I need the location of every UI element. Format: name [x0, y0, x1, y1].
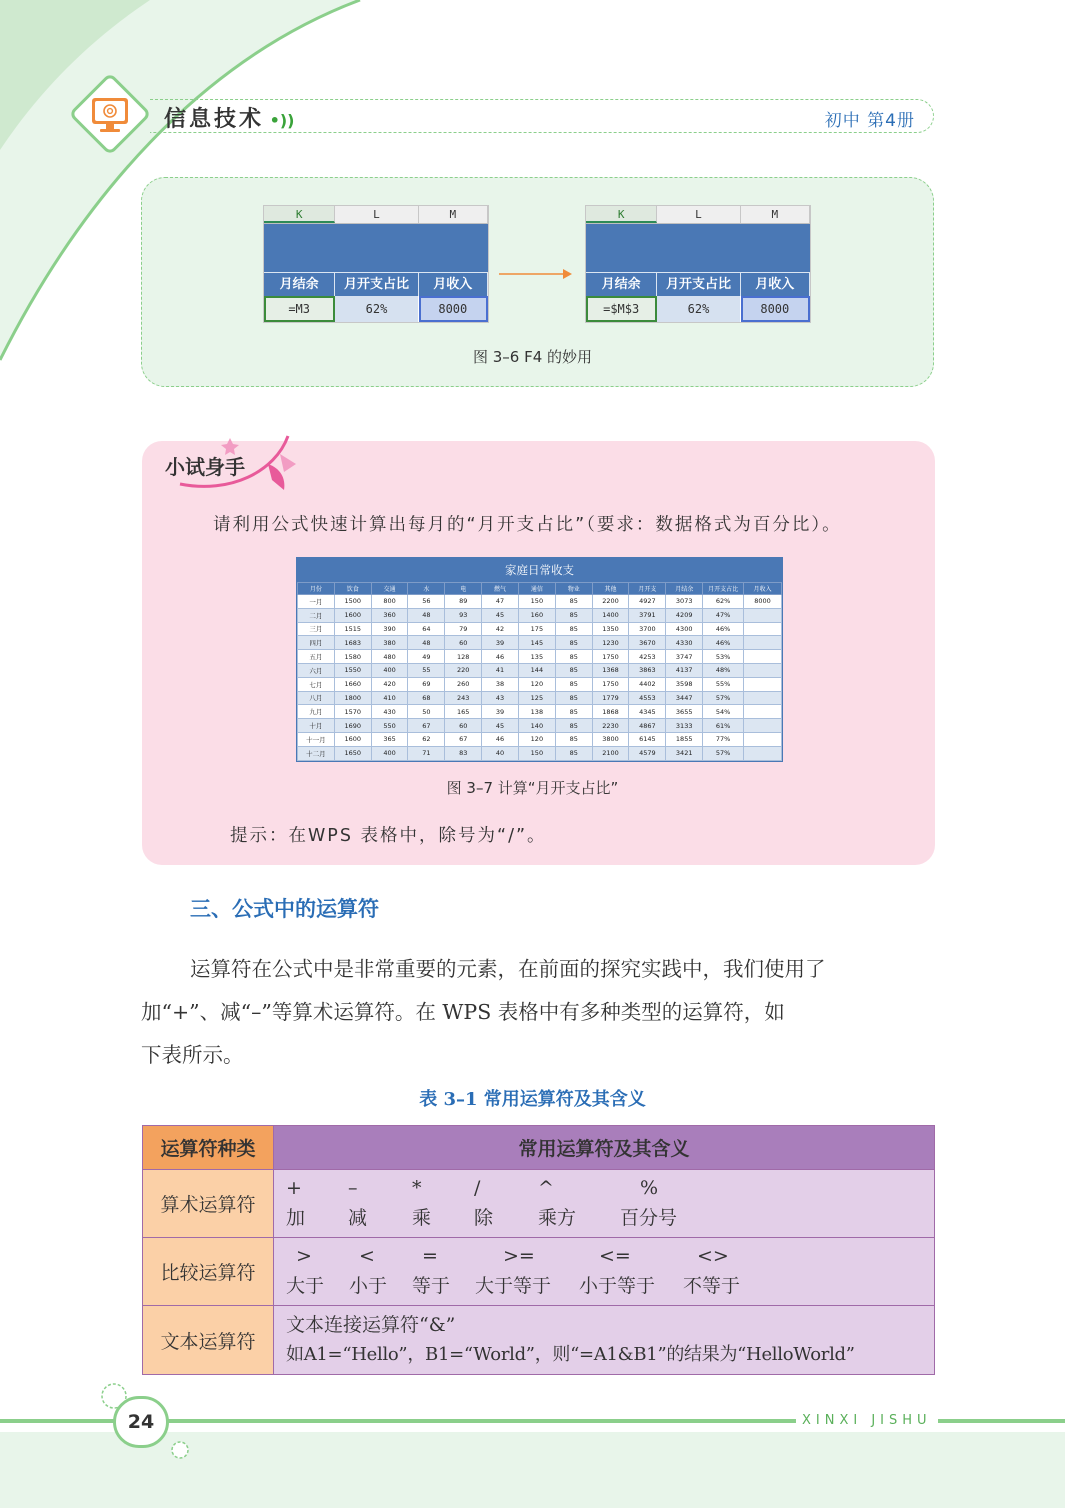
table-cell[interactable]: 390 — [371, 622, 408, 636]
table-cell[interactable]: 120 — [518, 732, 555, 746]
op-name: 加 — [286, 1207, 306, 1229]
table-cell[interactable]: 3447 — [666, 691, 703, 705]
table-cell[interactable]: 1515 — [334, 622, 371, 636]
table-cell[interactable] — [744, 732, 782, 746]
table-cell[interactable]: 800 — [371, 595, 408, 609]
table-cell[interactable]: 1683 — [334, 636, 371, 650]
header-cell: 水 — [408, 583, 445, 595]
table-row — [298, 650, 782, 664]
table-cell[interactable] — [744, 719, 782, 733]
table-cell[interactable]: 1855 — [666, 732, 703, 746]
table-cell[interactable]: 4927 — [629, 595, 666, 609]
op-name: 小于 — [349, 1275, 388, 1297]
table-cell[interactable]: 55% — [703, 677, 744, 691]
table-cell[interactable]: 67 — [445, 732, 482, 746]
op-name: 除 — [474, 1207, 494, 1229]
table-cell[interactable]: 400 — [371, 746, 408, 760]
table-cell[interactable]: 6145 — [629, 732, 666, 746]
table-cell[interactable] — [744, 636, 782, 650]
table-cell[interactable]: 61% — [703, 719, 744, 733]
table-row — [298, 719, 782, 733]
table-cell[interactable]: 1650 — [334, 746, 371, 760]
table-cell[interactable]: 1779 — [592, 691, 629, 705]
op-name: 减 — [348, 1207, 368, 1229]
col-header-k: K — [586, 206, 657, 223]
table-cell[interactable]: 85 — [555, 677, 592, 691]
col-header-l: L — [657, 206, 740, 223]
table-cell[interactable]: 77% — [703, 732, 744, 746]
op-symbol: % — [640, 1177, 659, 1199]
table-cell[interactable]: 1600 — [334, 732, 371, 746]
table-cell[interactable]: 145 — [518, 636, 555, 650]
table-cell[interactable]: 83 — [445, 746, 482, 760]
table-cell[interactable]: 365 — [371, 732, 408, 746]
table-cell[interactable]: 三月 — [298, 622, 335, 636]
table-cell[interactable]: 47% — [703, 608, 744, 622]
table-cell[interactable]: 85 — [555, 650, 592, 664]
table-cell[interactable]: 150 — [518, 746, 555, 760]
op-symbol: + — [286, 1177, 302, 1199]
header-cell: 月开支 — [629, 583, 666, 595]
table-cell[interactable]: 40 — [482, 746, 519, 760]
text-op-line-1: 文本连接运算符“&” — [286, 1314, 456, 1336]
table-cell[interactable]: 89 — [445, 595, 482, 609]
table-cell[interactable]: 八月 — [298, 691, 335, 705]
table-cell[interactable]: 79 — [445, 622, 482, 636]
table-cell[interactable]: 六月 — [298, 663, 335, 677]
table-cell[interactable]: 120 — [518, 677, 555, 691]
table-cell[interactable]: 85 — [555, 732, 592, 746]
table-cell[interactable]: 3700 — [629, 622, 666, 636]
paragraph-line-1: 运算符在公式中是非常重要的元素，在前面的探究实践中，我们使用了 — [190, 957, 826, 981]
table-cell[interactable]: 3747 — [666, 650, 703, 664]
table-cell[interactable]: 85 — [555, 595, 592, 609]
paragraph-line-2: 加“+”、减“–”等算术运算符。在 WPS 表格中有多种类型的运算符，如 — [141, 1000, 785, 1024]
header-cell: 饮食 — [334, 583, 371, 595]
table-cell[interactable]: 48% — [703, 663, 744, 677]
sheet-before — [263, 205, 489, 323]
figure-3-7-caption: 图 3–7 计算“月开支占比” — [446, 779, 619, 797]
table-cell[interactable]: 3655 — [666, 705, 703, 719]
table-row — [298, 663, 782, 677]
table-cell[interactable]: 8000 — [744, 595, 782, 609]
table-cell[interactable]: 3598 — [666, 677, 703, 691]
table-cell[interactable]: 380 — [371, 636, 408, 650]
table-row — [298, 705, 782, 719]
table-cell[interactable]: 1500 — [334, 595, 371, 609]
grade-label: 初中 第4册 — [824, 111, 915, 131]
table-cell[interactable]: 十二月 — [298, 746, 335, 760]
op-name: 大于等于 — [475, 1275, 552, 1297]
table-cell[interactable]: 38 — [482, 677, 519, 691]
op-name: 乘 — [412, 1207, 432, 1229]
table-cell[interactable]: 1230 — [592, 636, 629, 650]
table-cell[interactable]: 3421 — [666, 746, 703, 760]
table-cell[interactable]: 46% — [703, 636, 744, 650]
section-heading: 三、公式中的运算符 — [190, 896, 379, 921]
table-cell[interactable]: 57% — [703, 691, 744, 705]
op-name: 等于 — [412, 1275, 451, 1297]
header-cell: 交通 — [371, 583, 408, 595]
table-cell[interactable]: 85 — [555, 622, 592, 636]
table-cell[interactable]: 1570 — [334, 705, 371, 719]
table-cell[interactable]: 140 — [518, 719, 555, 733]
header-cell: 通信 — [518, 583, 555, 595]
table-cell[interactable]: 48 — [408, 636, 445, 650]
table-cell[interactable]: 60 — [445, 636, 482, 650]
footer-brand: XINXI JISHU — [796, 1412, 938, 1430]
table-cell[interactable]: 150 — [518, 595, 555, 609]
header-cell: 电 — [445, 583, 482, 595]
col-header-m: M — [419, 206, 488, 223]
table-cell[interactable]: 二月 — [298, 608, 335, 622]
expense-table — [296, 557, 783, 762]
practice-text: 请利用公式快速计算出每月的“月开支占比”（要求：数据格式为百分比）。 — [213, 515, 842, 535]
table-cell[interactable]: 3863 — [629, 663, 666, 677]
table-cell[interactable]: 48 — [408, 608, 445, 622]
table-cell[interactable]: 3800 — [592, 732, 629, 746]
header-cell: 其他 — [592, 583, 629, 595]
table-cell[interactable]: 4579 — [629, 746, 666, 760]
table-cell[interactable]: 67 — [408, 719, 445, 733]
table-cell[interactable]: 60 — [445, 719, 482, 733]
table-cell[interactable]: 68 — [408, 691, 445, 705]
formula-cell[interactable]: =$M$3 — [586, 296, 657, 322]
op-symbol: * — [412, 1177, 422, 1199]
col-header-k: K — [264, 206, 335, 223]
table-cell[interactable]: 46% — [703, 622, 744, 636]
table-cell[interactable]: 3791 — [629, 608, 666, 622]
table-cell[interactable]: 85 — [555, 663, 592, 677]
table-cell[interactable]: 62 — [408, 732, 445, 746]
table-cell[interactable]: 420 — [371, 677, 408, 691]
table-cell[interactable] — [744, 663, 782, 677]
op-symbol: > — [296, 1245, 312, 1267]
label-ratio: 月开支占比 — [335, 272, 418, 296]
table-cell[interactable]: 400 — [371, 663, 408, 677]
table-cell[interactable]: 43 — [482, 691, 519, 705]
row-comparison — [143, 1238, 935, 1306]
table-row — [298, 636, 782, 650]
table-cell[interactable]: 165 — [445, 705, 482, 719]
header-cell: 月开支占比 — [703, 583, 744, 595]
row-text — [143, 1306, 935, 1375]
table-cell[interactable]: 128 — [445, 650, 482, 664]
table-cell[interactable]: 85 — [555, 719, 592, 733]
ratio-cell[interactable]: 62% — [657, 296, 740, 322]
table-cell[interactable]: 47 — [482, 595, 519, 609]
op-symbol: – — [348, 1177, 358, 1199]
book-title: 信息技术 •)) — [164, 107, 295, 132]
column-headers — [586, 206, 810, 224]
table-cell[interactable]: 39 — [482, 636, 519, 650]
table-cell[interactable]: 125 — [518, 691, 555, 705]
table-cell[interactable]: 4137 — [666, 663, 703, 677]
figure-3-6-caption: 图 3–6 F4 的妙用 — [472, 348, 593, 366]
table-cell[interactable]: 260 — [445, 677, 482, 691]
table-cell[interactable]: 四月 — [298, 636, 335, 650]
table-cell[interactable]: 十月 — [298, 719, 335, 733]
table-cell[interactable]: 62% — [703, 595, 744, 609]
table-cell[interactable]: 85 — [555, 705, 592, 719]
table-cell[interactable]: 2100 — [592, 746, 629, 760]
table-cell[interactable]: 1750 — [592, 677, 629, 691]
table-cell[interactable]: 五月 — [298, 650, 335, 664]
op-name: 乘方 — [538, 1207, 577, 1229]
table-cell[interactable]: 54% — [703, 705, 744, 719]
table-cell[interactable]: 144 — [518, 663, 555, 677]
op-name: 百分号 — [620, 1207, 678, 1229]
table-cell[interactable]: 1868 — [592, 705, 629, 719]
op-name: 大于 — [286, 1275, 325, 1297]
table-row — [298, 622, 782, 636]
page-number: 24 — [113, 1396, 169, 1448]
label-text: 文本运算符 — [143, 1306, 274, 1375]
table-cell[interactable]: 85 — [555, 746, 592, 760]
table-cell[interactable]: 138 — [518, 705, 555, 719]
table-cell[interactable]: 85 — [555, 691, 592, 705]
table-3-1-caption: 表 3–1 常用运算符及其含义 — [419, 1089, 646, 1110]
table-cell[interactable] — [744, 622, 782, 636]
table-cell[interactable]: 1600 — [334, 608, 371, 622]
col-header-l: L — [335, 206, 418, 223]
label-arithmetic: 算术运算符 — [143, 1170, 274, 1238]
table-cell[interactable]: 4553 — [629, 691, 666, 705]
formula-cell[interactable]: =M3 — [264, 296, 335, 322]
income-cell[interactable]: 8000 — [419, 296, 488, 322]
table-row — [298, 677, 782, 691]
table-cell[interactable]: 4300 — [666, 622, 703, 636]
table-cell[interactable]: 85 — [555, 636, 592, 650]
table-cell[interactable]: 42 — [482, 622, 519, 636]
table-cell[interactable]: 57% — [703, 746, 744, 760]
paragraph-line-3: 下表所示。 — [141, 1043, 244, 1067]
head-type: 运算符种类 — [143, 1126, 274, 1170]
table-cell[interactable]: 1750 — [592, 650, 629, 664]
table-cell[interactable]: 243 — [445, 691, 482, 705]
table-cell[interactable]: 50 — [408, 705, 445, 719]
op-symbol: <> — [697, 1245, 729, 1267]
op-symbol: >= — [503, 1245, 535, 1267]
table-cell[interactable]: 1368 — [592, 663, 629, 677]
table-cell[interactable]: 85 — [555, 608, 592, 622]
table-cell[interactable]: 4867 — [629, 719, 666, 733]
table-cell[interactable]: 1580 — [334, 650, 371, 664]
table-row — [298, 608, 782, 622]
text-op-line-2: 如A1=“Hello”，B1=“World”，则“=A1&B1”的结果为“HelloWorld” — [286, 1344, 855, 1365]
header-cell: 月收入 — [744, 583, 782, 595]
table-cell[interactable]: 410 — [371, 691, 408, 705]
header-cell: 燃气 — [482, 583, 519, 595]
table-row — [298, 746, 782, 760]
table-row — [298, 595, 782, 609]
table-cell[interactable]: 93 — [445, 608, 482, 622]
table-cell[interactable]: 220 — [445, 663, 482, 677]
table-cell[interactable] — [744, 691, 782, 705]
table-cell[interactable]: 135 — [518, 650, 555, 664]
table-cell[interactable] — [744, 677, 782, 691]
table-cell[interactable] — [744, 650, 782, 664]
table-cell[interactable]: 4209 — [666, 608, 703, 622]
table-cell[interactable]: 46 — [482, 732, 519, 746]
table-cell[interactable]: 45 — [482, 719, 519, 733]
op-symbol: <= — [599, 1245, 631, 1267]
table-cell[interactable]: 4330 — [666, 636, 703, 650]
table-cell[interactable]: 七月 — [298, 677, 335, 691]
op-symbol: / — [474, 1177, 481, 1199]
arrow-right-icon — [497, 266, 575, 282]
table-cell[interactable]: 4345 — [629, 705, 666, 719]
table-row — [298, 691, 782, 705]
op-symbol: ^ — [538, 1177, 554, 1199]
table-cell[interactable]: 4253 — [629, 650, 666, 664]
table-cell[interactable]: 1690 — [334, 719, 371, 733]
table-cell[interactable]: 九月 — [298, 705, 335, 719]
table-cell[interactable]: 41 — [482, 663, 519, 677]
op-name: 小于等于 — [579, 1275, 656, 1297]
table-cell[interactable]: 十一月 — [298, 732, 335, 746]
label-comparison: 比较运算符 — [143, 1238, 274, 1306]
op-name: 不等于 — [683, 1275, 741, 1297]
practice-title: 小试身手 — [165, 455, 245, 479]
table-cell[interactable]: 71 — [408, 746, 445, 760]
table-cell[interactable]: 46 — [482, 650, 519, 664]
table-cell[interactable]: 55 — [408, 663, 445, 677]
table-cell[interactable]: 160 — [518, 608, 555, 622]
label-ratio: 月开支占比 — [657, 272, 740, 296]
col-header-m: M — [741, 206, 810, 223]
logo-badge — [64, 68, 156, 160]
table-cell[interactable]: 3073 — [666, 595, 703, 609]
table-cell[interactable]: 45 — [482, 608, 519, 622]
row-arithmetic — [143, 1170, 935, 1238]
operator-table — [142, 1125, 935, 1375]
table-cell[interactable]: 1400 — [592, 608, 629, 622]
label-balance: 月结余 — [264, 272, 335, 296]
ratio-cell[interactable]: 62% — [335, 296, 418, 322]
header-cell: 物业 — [555, 583, 592, 595]
table-cell[interactable]: 175 — [518, 622, 555, 636]
label-balance: 月结余 — [586, 272, 657, 296]
header-cell: 月份 — [298, 583, 335, 595]
expense-table-title: 家庭日常收支 — [297, 558, 782, 582]
table-cell[interactable]: 550 — [371, 719, 408, 733]
table-cell[interactable]: 56 — [408, 595, 445, 609]
table-cell[interactable] — [744, 608, 782, 622]
table-cell[interactable] — [744, 746, 782, 760]
column-headers — [264, 206, 488, 224]
table-cell[interactable]: 39 — [482, 705, 519, 719]
table-cell[interactable]: 1550 — [334, 663, 371, 677]
table-cell[interactable]: 53% — [703, 650, 744, 664]
table-cell[interactable]: 64 — [408, 622, 445, 636]
table-cell[interactable]: 3670 — [629, 636, 666, 650]
head-desc: 常用运算符及其含义 — [274, 1126, 935, 1170]
sheet-after — [585, 205, 811, 323]
table-cell[interactable]: 1350 — [592, 622, 629, 636]
table-cell[interactable]: 480 — [371, 650, 408, 664]
op-symbol: < — [359, 1245, 375, 1267]
income-cell[interactable]: 8000 — [741, 296, 810, 322]
table-cell[interactable]: 1800 — [334, 691, 371, 705]
label-income: 月收入 — [741, 272, 810, 296]
table-cell[interactable]: 4402 — [629, 677, 666, 691]
op-symbol: = — [422, 1245, 438, 1267]
table-cell[interactable]: 3133 — [666, 719, 703, 733]
table-cell[interactable]: 2230 — [592, 719, 629, 733]
header-cell: 月结余 — [666, 583, 703, 595]
table-cell[interactable]: 360 — [371, 608, 408, 622]
label-income: 月收入 — [419, 272, 488, 296]
expense-table-header — [298, 583, 782, 595]
table-row — [298, 732, 782, 746]
table-cell[interactable]: 430 — [371, 705, 408, 719]
practice-hint: 提示：在WPS 表格中，除号为“/”。 — [230, 826, 547, 846]
table-cell[interactable]: 2200 — [592, 595, 629, 609]
table-cell[interactable]: 一月 — [298, 595, 335, 609]
table-cell[interactable]: 49 — [408, 650, 445, 664]
table-cell[interactable]: 1660 — [334, 677, 371, 691]
table-cell[interactable]: 69 — [408, 677, 445, 691]
table-cell[interactable] — [744, 705, 782, 719]
